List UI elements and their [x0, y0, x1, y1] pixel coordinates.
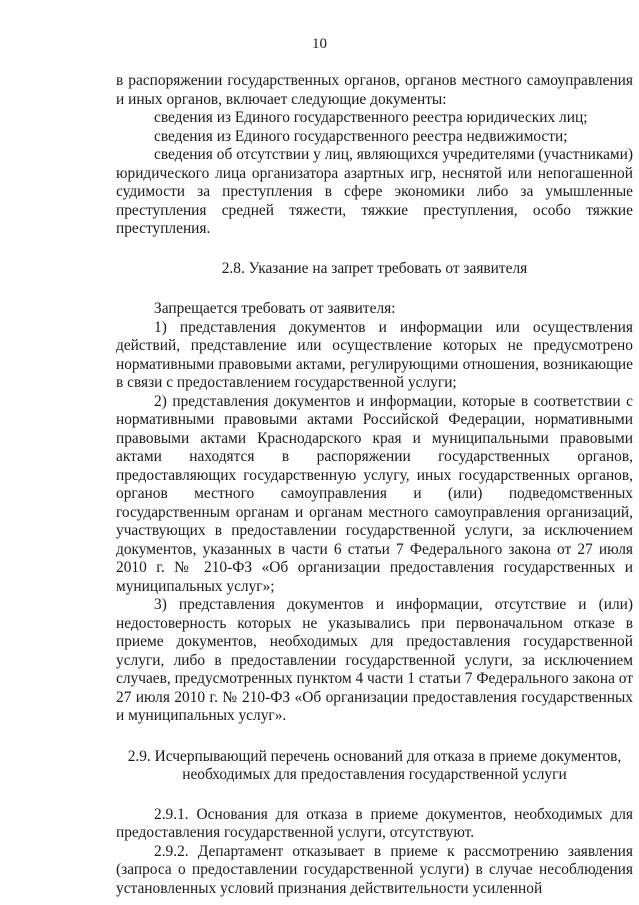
paragraph: 2.9.1. Основания для отказа в приеме документов, необходимых для предоставления государственной услуги, отсутствуют. [116, 805, 633, 841]
page-number: 10 [312, 36, 327, 52]
paragraph: сведения из Единого государственного реестра юридических лиц; [154, 109, 588, 126]
paragraph: сведения из Единого государственного реестра недвижимости; [154, 127, 568, 145]
paragraph: 2.9.2. Департамент отказывает в приеме к рассмотрению заявления (запроса о предоставлении государственной услуги) в случае несоблюдения установленных условий признания действительности усиленной [116, 842, 633, 897]
section-heading-2-8: 2.8. Указание на запрет требовать от заявителя [221, 259, 528, 277]
list-item: 1) представления документов и информации или осуществления действий, представление или осуществление которых не предусмотрено нормативными правовыми актами, регулирующими отношения, возникающие в связи с предоставлением государственной услуги; [116, 318, 633, 391]
section-heading-line: 2.9. Исчерпывающий перечень оснований для отказа в приеме документов, [127, 747, 622, 765]
list-item: 3) представления документов и информации, отсутствие и (или) недостоверность которых не указывались при первоначальном отказе в приеме документов, необходимых для предоставления государственной услуги, либо в предоставлении государственной услуги, за исключением случаев, предусмотренных пунктом 4 части 1 статьи 7 Федерального закона от 27 июля 2010 г. № 210-ФЗ «Об организации предоставления государственных и муниципальных услуг». [116, 596, 633, 724]
section-heading-line: необходимых для предоставления государственной услуги [182, 766, 567, 783]
paragraph: сведения об отсутствии у лиц, являющихся учредителями (участниками) юридического лица организатора азартных игр, неснятой или непогашенной судимости за преступления в сфере экономики либо за умышленные преступления средней тяжести, тяжкие преступления, особо тяжкие преступления. [116, 146, 633, 237]
document-body [116, 72, 633, 898]
paragraph: в распоряжении государственных органов, органов местного самоуправления и иных органов, включает следующие документы: [116, 72, 633, 108]
list-item: 2) представления документов и информации, которые в соответствии с нормативными правовыми актами Российской Федерации, нормативными правовыми актами Краснодарского края и муниципальными правовыми актами находятся в распоряжении государственных органов, предоставляющих государственную услугу, иных государственных органов, органов местного самоуправления и (или) подведомственных государственным органам и органам местного самоуправления организаций, участвующих в предоставлении государственной услуги, за исключением документов, указанных в части 6 статьи 7 Федерального закона от 27 июля 2010 г. № 210-ФЗ «Об организации предоставления государственных и муниципальных услуг»; [116, 392, 633, 595]
paragraph: Запрещается требовать от заявителя: [154, 300, 396, 317]
section-heading-2-9 [116, 748, 633, 785]
